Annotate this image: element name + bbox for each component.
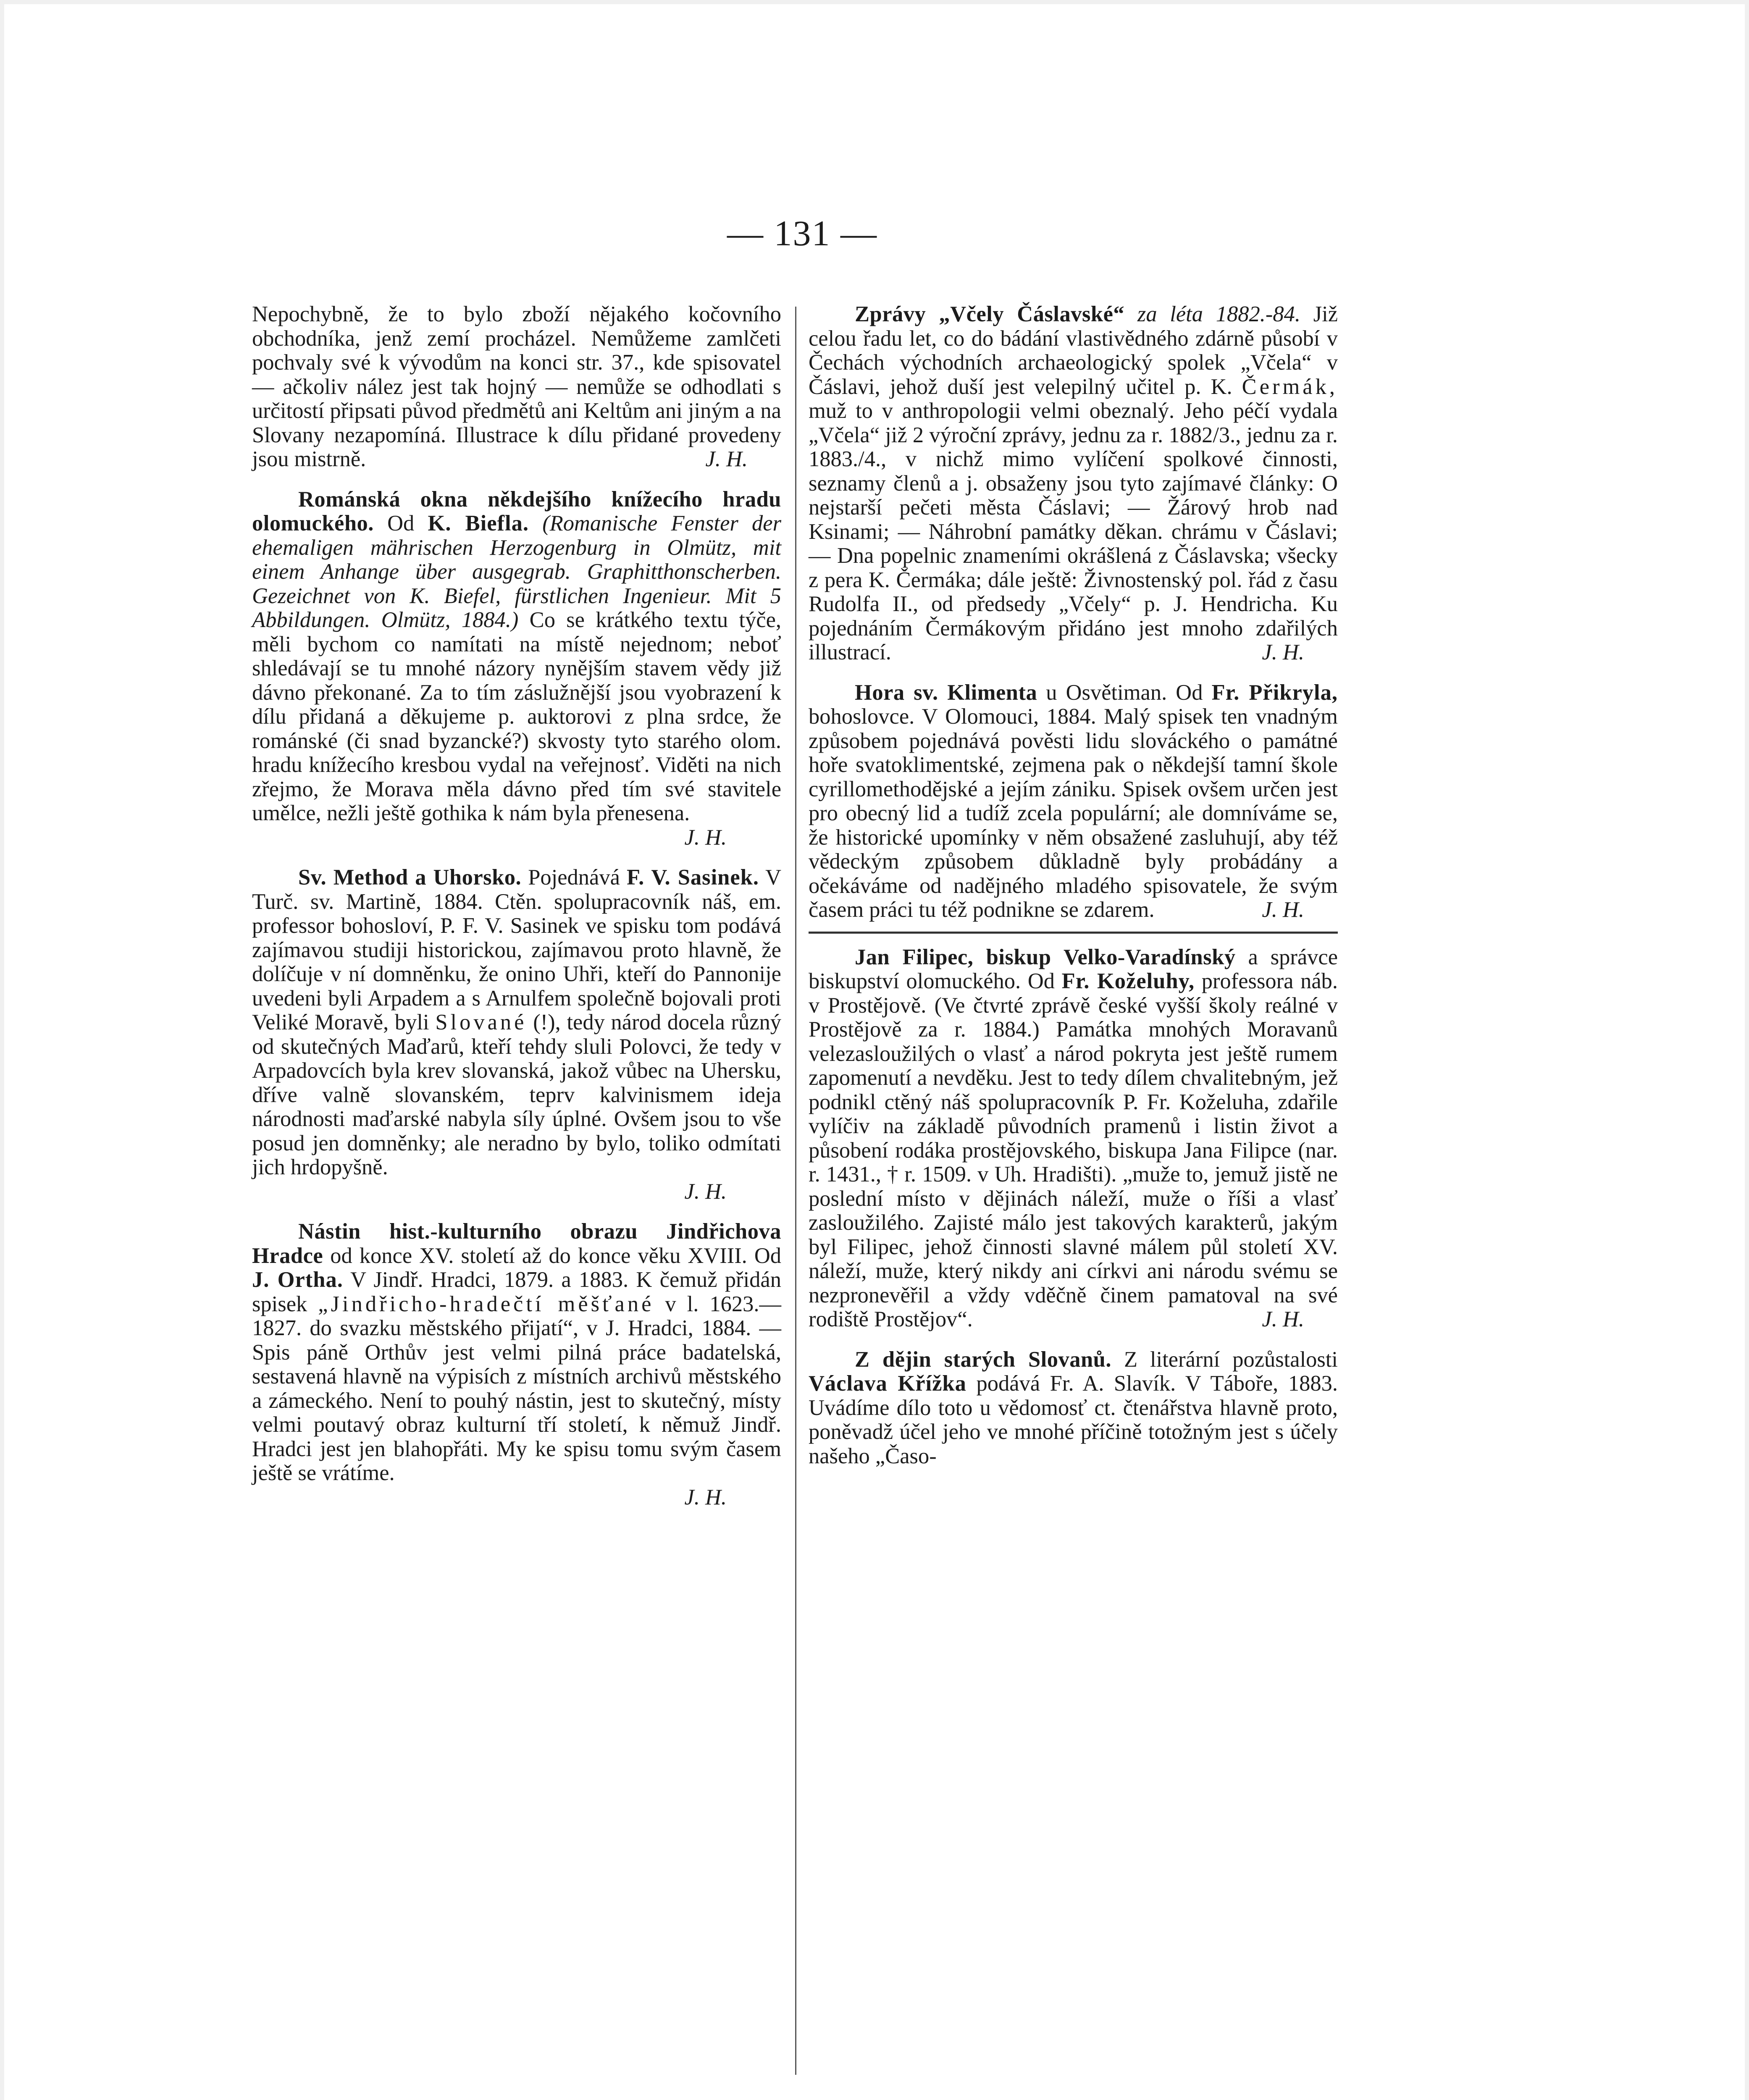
signature: J. H. <box>684 825 727 850</box>
review-body: Z literární pozůstalosti <box>1124 1347 1338 1372</box>
review-body-end: v l. 1623.—1827. do svazku městského přijatí“, v J. Hradci, 1884. — Spis páně Orthův jest velmi pilná práce badatelská, sestavená hlavně na výpisích z místních archivů městského a zámeckého. Není to pouhý nástin, jest to skutečný, místy velmi poutavý obraz kulturní tří století, k němuž Jindř. Hradci jest jen blahopřáti. My ke spisu tomu svým časem ještě se vrátíme. <box>252 1292 782 1485</box>
review-body-cont: podává Fr. A. Slavík. V Táboře, 1883. Uvádíme dílo toto u vědomosť ct. čtenářstva hlavně proto, poněvadž účel jeho ve mnohé příčině totožným jest s účely našeho „Časo- <box>809 1371 1338 1468</box>
review-z-dejin <box>809 1348 1338 1469</box>
review-body-cont: V Jindř. Hradci, 1879. a 1883. K čemuž přidán spisek <box>252 1268 781 1316</box>
review-subtitle: (Romanische Fenster der ehemaligen mährischen Herzogenburg in Olmütz, mit einem Anhange über ausgegrab. Graphitthonscherben. Gezeichnet von K. Biefel, fürstlichen Ingenieur. Mit 5 Abbildungen. Olmütz, 1884.) <box>252 511 782 632</box>
continued-text: Nepochybně, že to bylo zboží nějakého kočovního obchodníka, jenž zemí procházel. Nemůžeme zamlčeti pochvaly své k vývodům na konci str. 37., kde spisovatel — ačkoliv nález jest tak hojný — nemůže se odhodlati s určitostí připsati původ předmětů ani Keltům ani jiným a na Slovany nezapomíná. Illustrace k dílu přidané provedeny jsou mistrně. <box>252 302 781 471</box>
signature: J. H. <box>1262 640 1304 664</box>
page-number: — 131 — <box>727 213 877 253</box>
review-author: F. V. Sasinek. <box>626 865 759 890</box>
review-body: u Osvětiman. Od <box>1046 680 1203 705</box>
review-title: Románská okna někdejšího knížecího hradu olomuckého. <box>252 487 781 536</box>
review-title: Zprávy „Včely Čáslavské“ <box>855 302 1125 326</box>
review-romanska-okna <box>252 488 781 850</box>
review-title: Jan Filipec, biskup Velko-Varadínský <box>855 945 1236 969</box>
review-body: Co se krátkého textu týče, měli bychom co namítati na místě nejednom; neboť shledávají se tu mnohé názory nynějším stavem vědy již dávno překonané. Za to tím záslužnější jsou vyobrazení k dílu přidaná a děkujeme p. auktorovi z plna srdce, že románské (či snad byzancké?) skvosty tyto starého olom. hradu knížecího kresbou vydal na veřejnosť. Viděti na nich zřejmo, že Morava měla dávno před tím své stavitele umělce, nežli ještě gothika k nám byla přenesena. <box>252 608 781 825</box>
continued-review <box>252 302 781 472</box>
review-author: J. Ortha. <box>252 1268 343 1292</box>
signature: J. H. <box>1262 1307 1304 1331</box>
review-title: Hora sv. Klimenta <box>855 680 1037 705</box>
signature: J. H. <box>684 1179 727 1204</box>
column-divider <box>795 307 796 2075</box>
review-spaced-title: „Jindřicho-hradečtí měšťané <box>318 1292 654 1316</box>
review-body: V Turč. sv. Martině, 1884. Ctěn. spolupracovník náš, em. professor bohosloví, P. F. V. Sasinek ve spisku tom podává zajímavou studiji historickou, zajímavou proto hlavně, že dolíčuje v ní domněnku, že onino Uhři, kteří do Pannonije uvedeni byli Arpadem a s Arnulfem společně bojovali proti Veliké Moravě, byli <box>252 865 781 1034</box>
review-jan-filipec <box>809 945 1338 1332</box>
review-spaced-name: Čermák, <box>1242 374 1338 399</box>
review-spaced-word: Slované <box>435 1010 527 1034</box>
review-author: Václava Křížka <box>809 1371 966 1396</box>
review-body: a správce biskupství olomuckého. Od <box>809 945 1338 993</box>
review-lead: Pojednává <box>528 865 620 890</box>
review-author: Fr. Koželuhy, <box>1061 969 1195 993</box>
review-title: Z dějin starých Slovanů. <box>855 1347 1112 1372</box>
review-title: Sv. Method a Uhorsko. <box>298 865 522 890</box>
left-column <box>252 302 781 1509</box>
review-body-cont: professora náb. v Prostějově. (Ve čtvrté zprávě české vyšší školy reálné v Prostějově za r. 1884.) Památka mnohých Moravanů velezasloužilých o vlasť a národ pokryta jest ještě rumem zapomenutí a nevděku. Jest to tedy dílem chvalitebným, jež podnikl ctěný náš spolupracovník P. Fr. Koželuha, zdařile vylíčiv na základě původních pramenů i listin život a působení rodáka prostějovského, biskupa Jana Filipce (nar. r. 1431., † r. 1509. v Uh. Hradišti). „muže to, jemuž jistě ne poslední místo v dějinách náleží, muže o říši a vlasť zasloužilého. Zajisté málo jest takových karakterů, jakým byl Filipec, jehož činnosti slavné málem půl století XV. náleží, muže, který nikdy ani církvi ani národu svému se nezpronevěřil a vždy vděčně činem pamatoval na své rodiště Prostějov“. <box>809 969 1338 1331</box>
section-rule <box>809 932 1338 934</box>
review-title-years: za léta 1882.-84. <box>1137 302 1300 326</box>
review-body: Již celou řadu let, co do bádání vlastivědného zdárně působí v Čechách východních archaeologický spolek „Včela“ v Čáslavi, jehož duší jest velepilný učitel p. K. <box>809 302 1338 399</box>
signature: J. H. <box>1262 898 1304 922</box>
review-body-cont: muž to v anthropologii velmi obeznalý. Jeho péčí vydala „Včela“ již 2 výroční zprávy, jednu za r. 1882/3., jednu za r. 1883./4., v nichž mimo vylíčení spolkové činnosti, seznamy členů a j. obsaženy jsou tyto zajímavé články: O nejstarší pečeti města Čáslavi; — Žárový hrob nad Ksinami; — Náhrobní památky děkan. chrámu v Čáslavi; — Dna popelnic znameními okrášlená z Čáslavska; všecky z pera K. Čermáka; dále ještě: Živnostenský pol. řád z času Rudolfa II., od předsedy „Včely“ p. J. Hendricha. Ku pojednáním Čermákovým přidáno jest mnoho zdařilých illustrací. <box>809 399 1338 664</box>
review-by: Od <box>387 511 415 536</box>
review-author: K. Biefla. <box>428 511 529 536</box>
signature: J. H. <box>705 447 748 471</box>
review-body: od konce XV. století až do konce věku XVIII. Od <box>330 1243 782 1268</box>
review-author: Fr. Přikryla, <box>1211 680 1338 705</box>
review-title: Nástin hist.-kulturního obrazu Jindřichova Hradce <box>252 1219 781 1268</box>
right-column <box>809 302 1338 1468</box>
review-nastin <box>252 1220 781 1509</box>
review-body-cont: (!), tedy národ docela různý od skutečných Maďarů, kteří tehdy sluli Polovci, že tedy v Arpadovcích byla krev slovanská, jakož vůbec na Uhersku, dříve valně slovanském, teprv kalvinismem ideja národnosti maďarské nabyla síly úplné. Ovšem jsou to vše posud jen domněnky; ale neradno by bylo, toliko odmítati jich hrdopyšně. <box>252 1010 782 1179</box>
review-body-cont: bohoslovce. V Olomouci, 1884. Malý spisek ten vnadným způsobem pojednává pověsti lidu slováckého o památné hoře svatoklimentské, zejmena pak o někdejší tamní škole cyrillomethodějské a jejím zániku. Spisek ovšem určen jest pro obecný lid a tudíž zcela populární; ale domníváme se, že historické upomínky v něm obsažené zasluhují, aby též vědeckým způsobem důkladně byly probádány a očekáváme od nadějného mladého spisovatele, že svým časem práci tu též podnikne se zdarem. <box>809 704 1338 922</box>
signature: J. H. <box>684 1485 727 1509</box>
review-zpravy-vcely <box>809 302 1338 665</box>
review-hora-klimenta <box>809 681 1338 922</box>
review-sv-method <box>252 866 781 1204</box>
